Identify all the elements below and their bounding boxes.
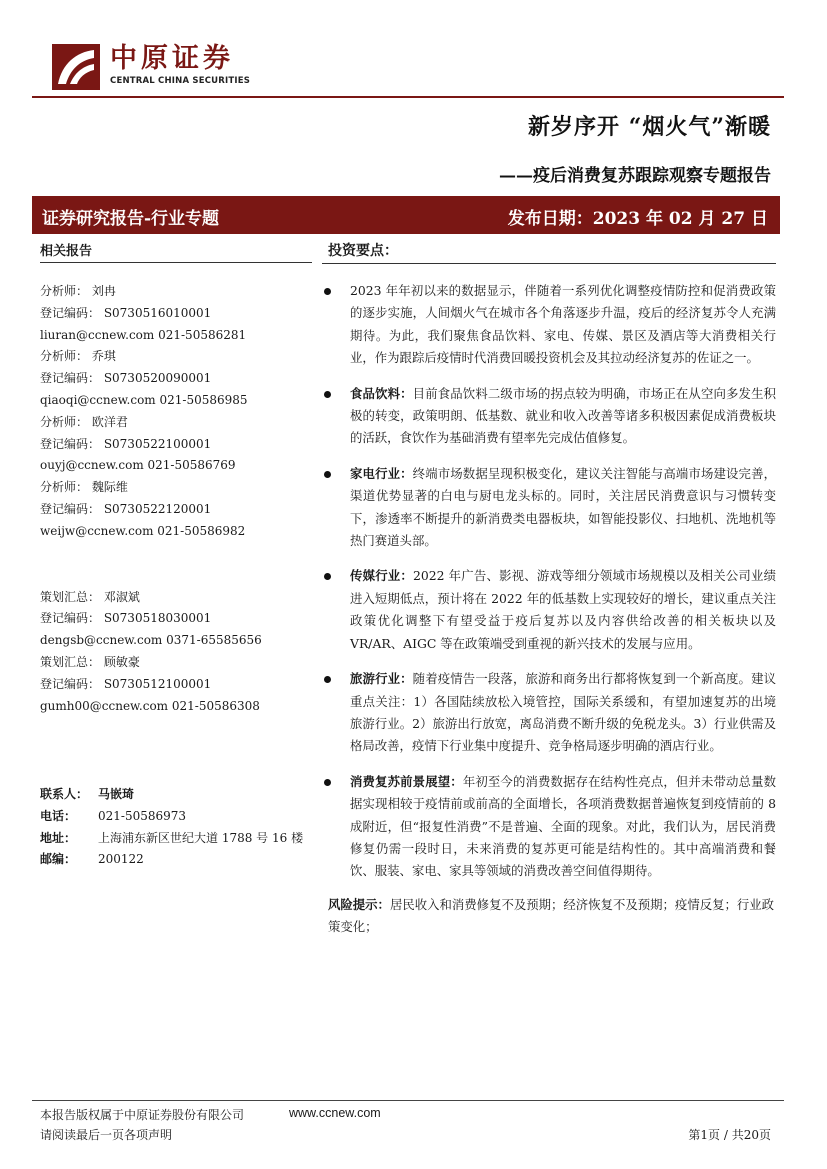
bullet-dot-icon xyxy=(324,573,331,580)
bullet-label: 消费复苏前景展望： xyxy=(350,773,463,789)
bullet-dot-icon xyxy=(324,676,331,683)
bullet-item xyxy=(322,565,776,655)
zip-label: 邮编： xyxy=(40,852,77,867)
planner-line: 策划汇总： 顾敏豪 xyxy=(40,654,140,669)
analyst-line: 登记编码： S0730522100001 xyxy=(40,436,212,451)
bullet-text: 2023 年年初以来的数据显示，伴随着一系列优化调整疫情防控和促消费政策的逐步实施，人间烟火气在城市各个角落逐步升温，疫后的经济复苏令人充满期待。为此，我们聚焦食品饮料、家电、传媒、景区及酒店等大消费相关行业，作为跟踪后疫情时代消费回暖投资机会及其拉动经济复苏的佐证之一。 xyxy=(350,283,776,366)
disclaimer-notice: 请阅读最后一页各项声明 xyxy=(40,1128,173,1142)
bullet-item xyxy=(322,383,776,450)
planner-line: dengsb@ccnew.com 0371-65585656 xyxy=(40,633,262,648)
analyst-line: 登记编码： S0730516010001 xyxy=(40,305,212,320)
analyst-line: qiaoqi@ccnew.com 021-50586985 xyxy=(40,392,248,407)
bullet-label: 旅游行业： xyxy=(350,671,413,687)
report-banner xyxy=(32,196,780,234)
planner-line: 登记编码： S0730518030001 xyxy=(40,611,212,626)
copyright-notice: 本报告版权属于中原证券股份有限公司 xyxy=(40,1108,245,1122)
bullet-text: 2022 年广告、影视、游戏等细分领域市场规模以及相关公司业绩进入短期低点，预计将在 2022 年的低基数上实现较好的增长，建议重点关注政策优化调整下有望受益于疫后复苏以及内容供给改善的相关板块以及 VR/AR、AIGC 等在政策端受到重视的新兴技术的发展与应用。 xyxy=(350,568,777,651)
page-number: 第1页 / 共20页 xyxy=(688,1128,771,1142)
analyst-line: weijw@ccnew.com 021-50586982 xyxy=(40,523,246,538)
bullet-dot-icon xyxy=(324,779,331,786)
planner-line: 登记编码： S0730512100001 xyxy=(40,676,212,691)
investment-bullets xyxy=(322,280,776,883)
report-title: 新岁序开 “烟火气”渐暖 xyxy=(528,114,771,140)
contact-person-label: 联系人： xyxy=(40,787,89,801)
bullet-label: 家电行业： xyxy=(350,465,413,481)
investment-heading: 投资要点： xyxy=(322,240,776,264)
analyst-line: ouyj@ccnew.com 021-50586769 xyxy=(40,458,236,473)
contact-block xyxy=(40,784,303,871)
investment-column xyxy=(322,240,776,939)
phone-value: 021-50586973 xyxy=(98,808,187,823)
analyst-line: 分析师： 乔琪 xyxy=(40,349,116,364)
bullet-item xyxy=(322,280,776,370)
risk-label: 风险提示： xyxy=(328,896,390,912)
bullet-text: 随着疫情告一段落，旅游和商务出行都将恢复到一个新高度。建议重点关注：1）各国陆续放松入境管控，国际关系缓和，有望加速复苏的出境旅游行业。2）旅游出行放宽，离岛消费不断升级的免税龙头。3）行业供需及格局改善，疫情下行业集中度提升、竞争格局逐步明确的酒店行业。 xyxy=(350,671,777,754)
logo-text-cn: 中原证券 xyxy=(110,43,234,74)
planner-line: 策划汇总： 邓淑斌 xyxy=(40,589,140,604)
related-reports-heading: 相关报告 xyxy=(40,240,312,263)
risk-text: 居民收入和消费修复不及预期；经济恢复不及预期；疫情反复；行业政策变化； xyxy=(328,896,775,935)
bullet-text: 年初至今的消费数据存在结构性亮点，但并未带动总量数据实现相较于疫情前或前高的全面增长，各项消费数据普遍恢复到疫情前的 8 成附近，但“报复性消费”不是普遍、全面的现象。对此，我们认为，居民消费修复仍需一段时日，未来消费的复苏更可能是结构性的。其中高端消费和餐饮、服装、家电、家具等领域的消费改善空间值得期待。 xyxy=(350,773,777,879)
risk-warning xyxy=(322,894,776,939)
bullet-dot-icon xyxy=(324,471,331,478)
zip-value: 200122 xyxy=(98,852,144,867)
analyst-line: 分析师： 欧洋君 xyxy=(40,414,128,429)
analyst-line: liuran@ccnew.com 021-50586281 xyxy=(40,327,247,342)
company-logo xyxy=(52,44,262,90)
footer-divider xyxy=(32,1100,784,1101)
report-type: 证券研究报告-行业专题 xyxy=(42,209,220,229)
bullet-dot-icon xyxy=(324,391,331,398)
bullet-dot-icon xyxy=(324,288,331,295)
header-divider xyxy=(32,96,784,98)
phone-label: 电话： xyxy=(40,808,77,823)
analyst-list xyxy=(40,281,312,543)
bullet-label: 食品饮料： xyxy=(350,385,413,401)
address-value: 上海浦东新区世纪大道 1788 号 16 楼 xyxy=(98,830,304,845)
analyst-line: 分析师： 刘冉 xyxy=(40,284,116,298)
address-label: 地址： xyxy=(40,830,77,845)
contact-person: 马嵌琦 xyxy=(98,787,135,801)
analyst-line: 登记编码： S0730522120001 xyxy=(40,501,212,516)
bullet-label: 传媒行业： xyxy=(350,568,413,584)
related-reports-column xyxy=(40,240,312,717)
publish-date: 发布日期：2023 年 02 月 27 日 xyxy=(507,209,768,229)
bullet-item xyxy=(322,668,776,758)
analyst-line: 分析师： 魏际维 xyxy=(40,480,128,495)
report-subtitle: ——疫后消费复苏跟踪观察专题报告 xyxy=(499,166,771,186)
planner-line: gumh00@ccnew.com 021-50586308 xyxy=(40,698,260,713)
logo-text-en: CENTRAL CHINA SECURITIES xyxy=(110,76,251,86)
planner-list xyxy=(40,587,312,718)
bullet-item xyxy=(322,771,776,883)
bullet-text: 目前食品饮料二级市场的拐点较为明确，市场正在从空向多发生积极的转变，政策明朗、低基数、就业和收入改善等诸多积极因素促成消费板块的活跃，食饮作为基础消费有望率先完成估值修复。 xyxy=(350,385,777,446)
analyst-line: 登记编码： S0730520090001 xyxy=(40,371,212,386)
bullet-text: 终端市场数据呈现积极变化，建议关注智能与高端市场建设完善，渠道优势显著的白电与厨电龙头标的。同时，关注居民消费意识与习惯转变下，渗透率不断提升的新消费类电器板块，如智能投影仪、扫地机、洗地机等热门赛道头部。 xyxy=(350,465,777,549)
logo-mark-icon xyxy=(52,44,100,90)
bullet-item xyxy=(322,463,776,553)
website-link[interactable]: www.ccnew.com xyxy=(289,1106,381,1120)
